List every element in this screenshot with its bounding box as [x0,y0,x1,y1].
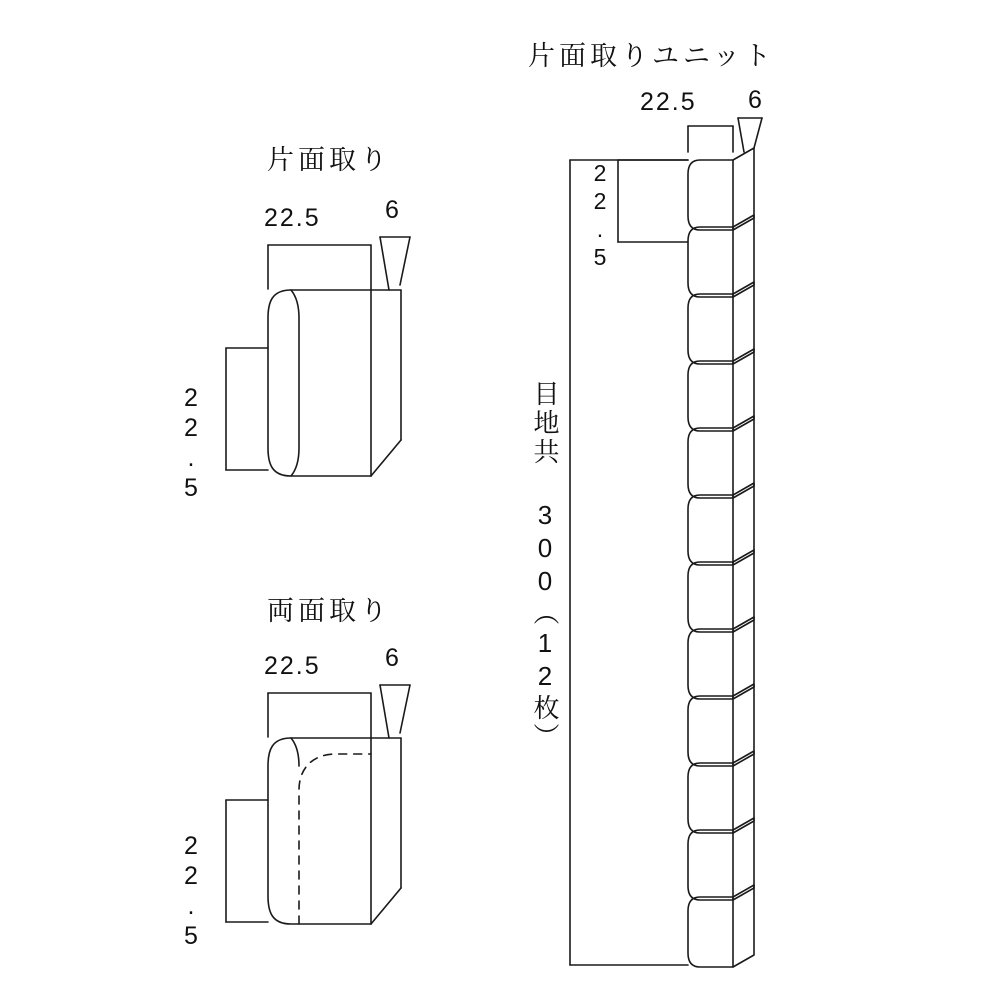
dim-overall-unit: 目地共 300（12枚） [530,380,560,752]
dim-height-double-bullnose: 22.5 [177,832,205,952]
tile-stack [688,148,754,967]
unit-tile [688,349,754,431]
unit-tile [688,282,754,364]
dim-tile-height-unit: 22.5 [587,160,613,272]
dim-height-single-bullnose: 22.5 [177,384,205,504]
dim-thickness-unit: 6 [748,86,764,114]
unit-tile [688,617,754,699]
dim-thickness-single-bullnose: 6 [385,196,401,224]
unit-tile [688,818,754,900]
view-title-single-bullnose-unit: 片面取りユニット [528,41,775,71]
view-title-single-bullnose: 片面取り [267,145,391,175]
unit-tile [688,751,754,833]
dim-width-single-bullnose: 22.5 [264,204,321,232]
unit-tile [688,215,754,297]
dim-width-unit: 22.5 [640,88,697,116]
view-title-double-bullnose: 両面取り [267,596,391,626]
dim-width-double-bullnose: 22.5 [264,652,321,680]
unit-tile [688,550,754,632]
unit-tile [688,885,754,967]
unit-tile [688,148,754,230]
unit-tile [688,483,754,565]
unit-tile [688,416,754,498]
unit-tile [688,684,754,766]
dim-thickness-double-bullnose: 6 [385,644,401,672]
